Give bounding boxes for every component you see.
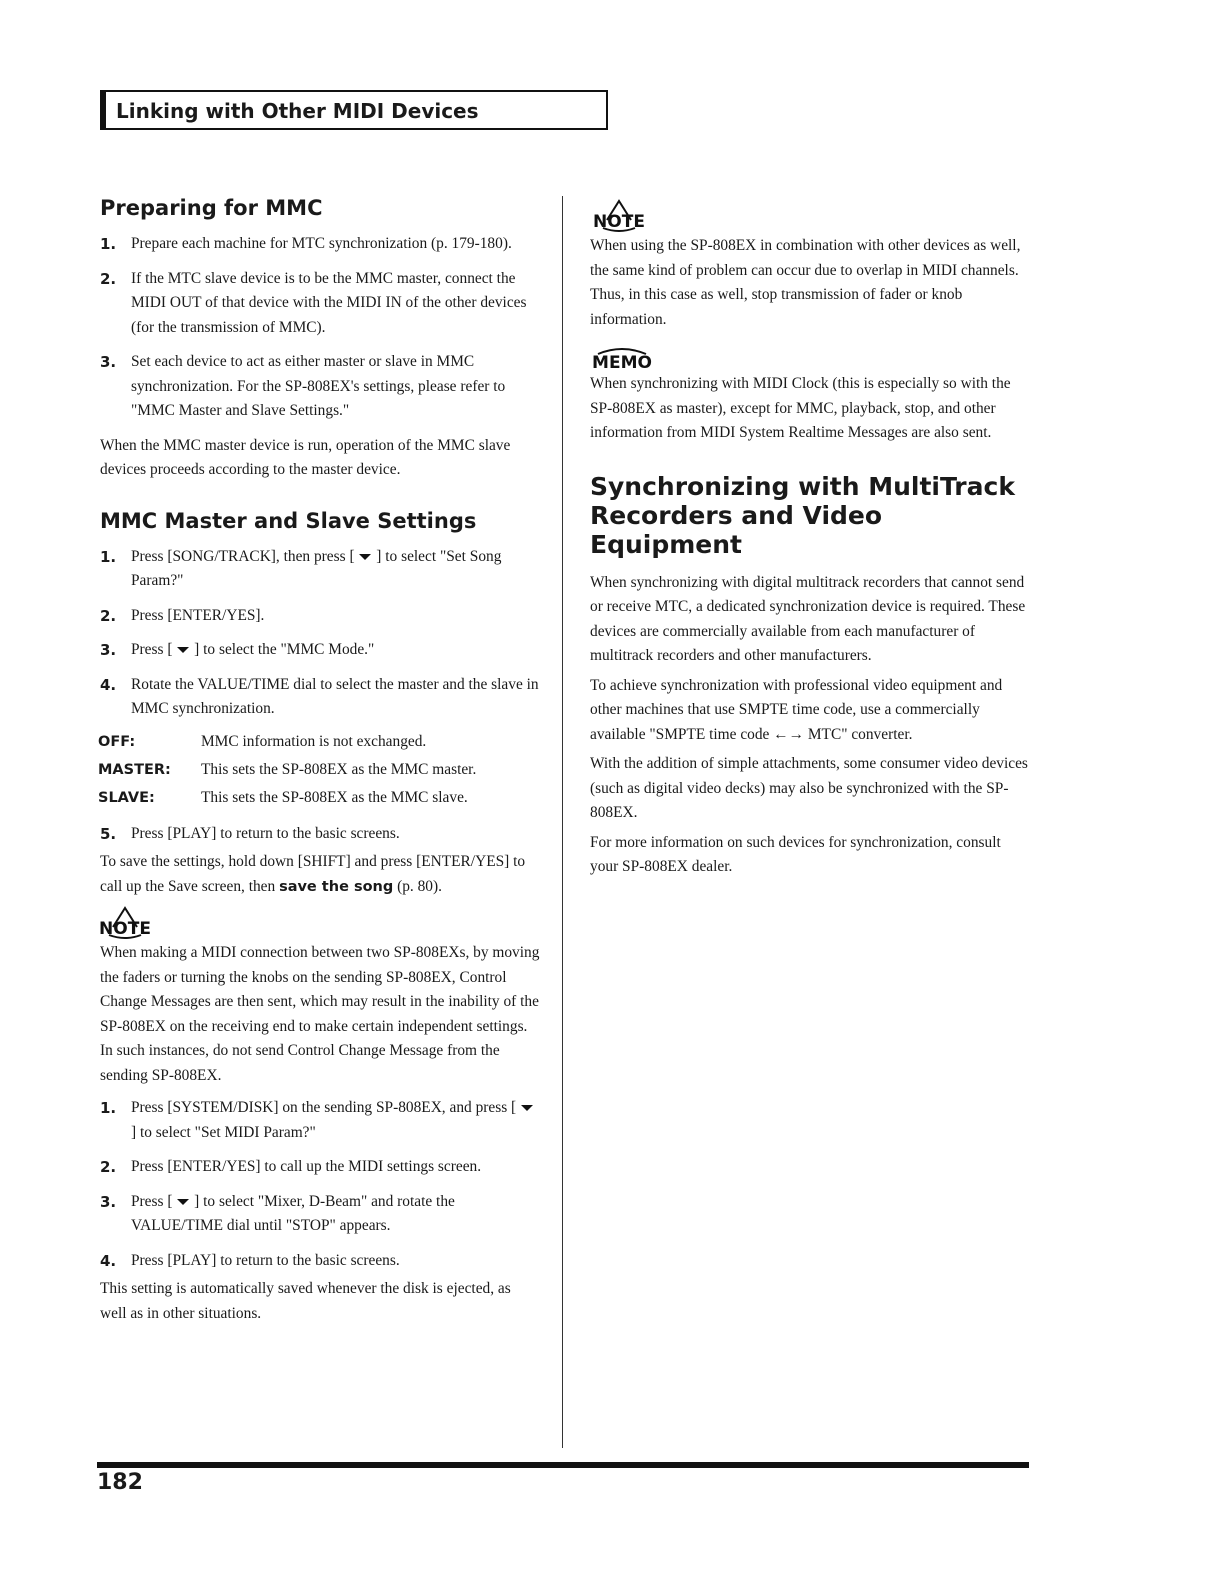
step-number: 1.: [100, 547, 117, 566]
sync-paragraph: To achieve synchronization with professional video equipment and other machines that use SMPTE time code, use a commercially available "SMPTE time code ←→ MTC" converter.: [590, 676, 1003, 743]
preparing-heading: Preparing for MMC: [100, 196, 323, 220]
right-column: [590, 198, 1030, 885]
preparing-paragraph: When the MMC master device is run, operation of the MMC slave devices proceeds according to the master device.: [100, 436, 511, 478]
preparing-steps: [100, 232, 540, 424]
step-text: Press [PLAY] to return to the basic screens.: [131, 1251, 400, 1269]
step-text-b: ] to select "Mixer, D-Beam" and rotate the VALUE/TIME dial until "STOP" appears.: [131, 1192, 455, 1234]
option-term: OFF:: [98, 733, 136, 750]
option-row: [98, 728, 476, 756]
step-number: 5.: [100, 824, 117, 843]
note-steps: [100, 1096, 540, 1273]
mmc-settings-heading: MMC Master and Slave Settings: [100, 508, 477, 533]
mmc-settings-steps: [100, 545, 540, 722]
step-text: Press [ENTER/YES].: [131, 606, 265, 624]
chapter-title: Linking with Other MIDI Devices: [116, 99, 479, 123]
column-divider: [562, 196, 563, 1448]
step-number: 3.: [100, 1192, 117, 1211]
step-number: 3.: [100, 353, 117, 371]
note-icon: [96, 905, 154, 941]
list-item: [100, 638, 540, 663]
option-row: [98, 784, 476, 812]
down-arrow-icon: [176, 1198, 190, 1206]
down-arrow-icon: [358, 553, 372, 561]
mmc-settings-step5: [100, 822, 540, 847]
option-desc: MMC information is not exchanged.: [201, 732, 427, 750]
sync-paragraph: When synchronizing with digital multitrack recorders that cannot send or receive MTC, a dedicated synchronization device is required. These devices are commercially available from each manufacturer of multitrack recorders and other manufacturers.: [590, 573, 1026, 664]
step-number: 4.: [100, 1251, 117, 1270]
option-row: [98, 756, 476, 784]
sync-paragraph: With the addition of simple attachments, some consumer video devices (such as digital video decks) may also be synchronized with the SP-808EX.: [590, 755, 1028, 821]
list-item: [100, 232, 540, 257]
step-number: 1.: [100, 1099, 117, 1117]
page-number: 182: [97, 1470, 143, 1495]
sync-heading: Synchronizing with MultiTrack Recorders and Video Equipment: [590, 471, 1015, 559]
step-text: Press [ENTER/YES] to call up the MIDI settings screen.: [131, 1158, 482, 1175]
save-emphasis: save the song: [279, 878, 394, 895]
footer-rule: [97, 1462, 1029, 1468]
memo-icon-label: MEMO: [592, 353, 652, 372]
save-paragraph: [100, 850, 540, 899]
step-text-a: Press [: [131, 641, 177, 658]
option-term: MASTER:: [98, 761, 171, 778]
step-text-b: ] to select "Set Song Param?": [131, 547, 502, 589]
step-text-a: Press [SONG/TRACK], then press [: [131, 547, 359, 565]
list-item: [100, 1190, 540, 1239]
list-item: [100, 1155, 540, 1180]
step-number: 2.: [100, 269, 117, 288]
mmc-mode-options: [98, 728, 476, 812]
step-number: 1.: [100, 235, 117, 253]
list-item: [100, 673, 540, 722]
option-desc: This sets the SP-808EX as the MMC slave.: [201, 788, 468, 806]
step-text: Rotate the VALUE/TIME dial to select the master and the slave in MMC synchronization.: [131, 675, 539, 717]
list-item: [100, 350, 540, 424]
step-text: Set each device to act as either master or slave in MMC synchronization. For the SP-808EX's settings, please refer to "MMC Master and Slave Settings.": [131, 353, 506, 419]
memo-icon: [590, 344, 654, 372]
down-arrow-icon: [520, 1104, 534, 1112]
step-number: 2.: [100, 606, 117, 625]
step-number: 3.: [100, 641, 117, 659]
save-text-a: To save the settings, hold down [SHIFT] and press [ENTER/YES] to call up the Save screen, then: [100, 853, 526, 895]
list-item: [100, 267, 540, 341]
note-block: [96, 905, 540, 1088]
step-text: If the MTC slave device is to be the MMC master, connect the MIDI OUT of that device with the MIDI IN of the other devices (for the transmission of MMC).: [131, 269, 527, 336]
list-item: [100, 604, 540, 629]
note-text: When making a MIDI connection between two SP-808EXs, by moving the faders or turning the knobs on the sending SP-808EX, Control Change Messages are then sent, which may result in the inability of the SP-808EX on the receiving end to make certain independent settings. In such instances, do not send Control Change Message from the sending SP-808EX.: [100, 944, 540, 1084]
list-item: [100, 545, 540, 594]
step-text: Prepare each machine for MTC synchronization (p. 179-180).: [131, 235, 512, 252]
step-text-b: ] to select the "MMC Mode.": [190, 641, 375, 658]
note-icon: [590, 198, 648, 234]
note-icon-label: NOTE: [99, 919, 151, 939]
list-item: [100, 1096, 540, 1145]
memo-text: When synchronizing with MIDI Clock (this is especially so with the SP-808EX as master), except for MMC, playback, stop, and other information from MIDI System Realtime Messages are also sent.: [590, 375, 1011, 441]
option-desc: This sets the SP-808EX as the MMC master.: [201, 760, 477, 778]
step-text: Press [PLAY] to return to the basic screens.: [131, 824, 400, 842]
sync-section: [590, 472, 1030, 880]
step-text-a: Press [: [131, 1192, 177, 1210]
down-arrow-icon: [176, 646, 190, 654]
chapter-header: [100, 90, 608, 130]
step-text-a: Press [SYSTEM/DISK] on the sending SP-808EX, and press [: [131, 1099, 521, 1116]
note-closing: This setting is automatically saved whenever the disk is ejected, as well as in other situations.: [100, 1280, 511, 1322]
option-term: SLAVE:: [98, 789, 155, 806]
left-column: [100, 194, 540, 1331]
note-icon-label: NOTE: [593, 212, 645, 232]
step-number: 2.: [100, 1158, 117, 1176]
list-item: [100, 1249, 540, 1274]
step-text-b: ] to select "Set MIDI Param?": [131, 1123, 316, 1141]
right-note-text: When using the SP-808EX in combination with other devices as well, the same kind of problem can occur due to overlap in MIDI channels. Thus, in this case as well, stop transmission of fader or knob information.: [590, 237, 1021, 328]
step-number: 4.: [100, 675, 117, 694]
save-text-b: (p. 80).: [393, 877, 442, 895]
list-item: [100, 822, 540, 847]
sync-paragraph: For more information on such devices for synchronization, consult your SP-808EX dealer.: [590, 833, 1001, 875]
